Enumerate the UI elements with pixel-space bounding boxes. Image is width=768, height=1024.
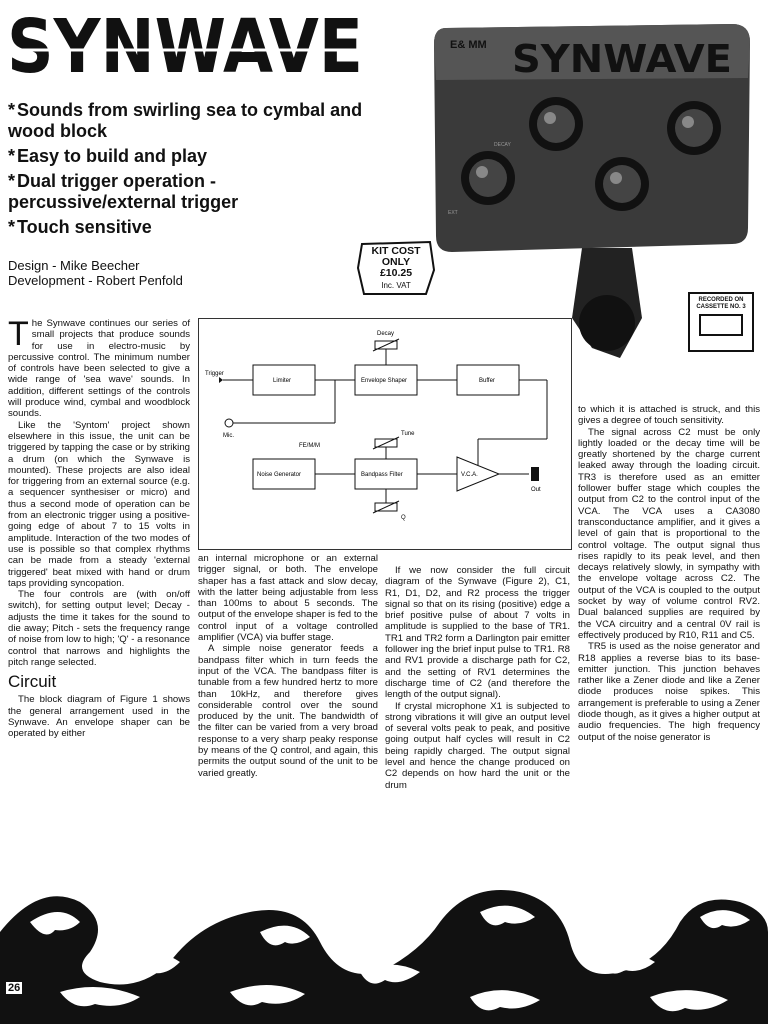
article-column-2 [198,553,378,779]
envelope-shaper-label: Envelope Shaper [361,378,408,384]
q-label: Q [401,515,406,521]
development-credit: Development - Robert Penfold [8,273,183,288]
dropcap: T [8,315,29,353]
knob-icon [529,97,583,151]
paragraph: Like the 'Syntom' project shown elsewhere in this issue, the unit can be triggered by tapping the case or by striking a drum (on which the Synwave is mounted). These projects are also ideal for triggering from an external source (e.g. a sequencer synthesiser or micro) and thus a second mode of operation can be from an electronic trigger using a positive-going edge of about 7 to 15 volts in amplitude. Interaction of the two modes of use is possible so that complex rhythms can be made from a steady 'external triggered' beat mixed with hand or drum taps providing syncopation. [8,419,190,589]
trigger-arrow-icon [219,377,223,383]
buffer-label: Buffer [479,378,495,384]
page-number: 26 [8,982,21,994]
logo-text: SYNWAVE [7,4,363,90]
kit-line-2: ONLY [381,256,411,268]
paragraph: If crystal microphone X1 is subjected to strong vibrations it will give an output level of several volts peak to peak, and positive going output half cycles will result in C2 being rapidly charged. The output signal level and hence the change produced on C2 depends on how hard the unit or the drum [385,700,570,791]
output-jack-icon [531,467,539,481]
paragraph: The signal across C2 must be only lightly loaded or the decay time will be greatly shortened by the charge current leaked away through the loading circuit. TR3 is therefore used as an emitter follower buffer stage which couples the output from C2 to the control input of the VCA. The VCA uses a CA3080 transconductance amplifier, and it gives a level of gain that is proportional to the control voltage. The output signal thus rises rapidly to its peak level, and then decays relatively slowly, in sympathy with the envelope voltage across C2. The output of the VCA is coupled to the output socket by way of volume control RV2. Dual balanced supplies are required by the VCA circuitry and a central 0V rail is effectively produced by R10, R11 and C5. [578,426,760,641]
paragraph: an internal microphone or an external trigger signal, or both. The envelope shaper has a fast attack and slow decay, with the latter being adjustable from less than 100ms to about 5 seconds. The output of the envelope shaper is fed to the control input of a voltage controlled amplifier (VCA) via buffer stage. [198,553,378,644]
knob-icon [461,151,515,205]
intro-paragraph: The Synwave continues our series of small projects that produce sounds for use in electro-music by percussive control. The minimum number of controls have been selected to give a wide range of 'sea wave' sounds. In addition, different settings of the controls will produce wind, cymbal and woodblock sounds. [8,315,190,420]
trigger-label: Trigger [205,371,224,377]
mic-label: Mic. [223,433,234,439]
paragraph: A simple noise generator feeds a bandpass filter which in turn feeds the input of the VCA. The bandpass filter is tunable from a few hundred hertz to more than 10kHz, and therefore gives considerable control over the sound produced by the unit. The bandwidth of the filter can be varied from a very broad response to a very sharp peaky response by means of the Q control, and again, this permits the output sound of the unit to be varied greatly. [198,643,378,779]
kit-vat: Inc. VAT [381,281,411,290]
article-column-3 [385,565,570,791]
kit-price: £10.25 [379,267,413,279]
noise-generator-label: Noise Generator [257,472,302,478]
wave-artwork [0,862,768,1024]
cassette-stamp [688,292,754,352]
knob-icon [595,157,649,211]
circuit-heading: Circuit [8,672,57,692]
knob-label: EXT [448,210,458,216]
out-label: Out [531,487,541,493]
cassette-line-2: CASSETTE NO. 3 [696,304,746,310]
article-column-4 [578,404,760,743]
tune-label: Tune [401,431,415,437]
cassette-icon [699,314,743,336]
vca-label: V.C.A. [461,472,478,478]
design-credit: Design - Mike Beecher [8,258,140,273]
block-diagram [198,318,572,550]
decay-label: Decay [377,331,395,337]
article-column-1 [8,315,190,740]
paragraph: The four controls are (with on/off switch), for setting output level; Decay - adjusts the time it takes for the sound to die away; Pitch - sets the frequency range of noise from low to high; 'Q' - a resonance control that narrows and highlights the pitch range selected. [8,589,190,668]
brand-small: E& MM [450,39,487,51]
paragraph: to which it is attached is struck, and this gives a degree of touch sensitivity. [578,404,760,427]
paragraph: If we now consider the full circuit diagram of the Synwave (Figure 2), C1, R1, D1, D2, and R2 process the trigger signal so that on its rising (positive) edge a brief positive pulse of about 7 volts in amplitude is supplied to the base of TR1. TR1 and TR2 form a Darlington pair emitter follower ing the brief input pulse to TR1. R8 and RV1 provide a discharge path for C2, and the setting of RV1 determines the discharge time of C2 (and therefore the length of the output signal). [385,565,570,701]
paragraph: The block diagram of Figure 1 shows the general arrangement used in the Synwave. An envelope shaper can be operated by either [8,694,190,740]
bandpass-filter-label: Bandpass Filter [361,472,403,478]
feature-bullets [8,100,368,242]
knob-icon [667,101,721,155]
cassette-line-1: RECORDED ON [698,297,744,303]
bullet-item: * Touch sensitive [8,217,152,237]
kit-line-1: KIT COST [371,245,421,257]
limiter-label: Limiter [273,378,292,384]
credits [8,258,183,288]
bullet-item: * Dual trigger operation - percussive/external trigger [8,171,239,212]
bullet-item: * Sounds from swirling sea to cymbal and wood block [8,100,363,141]
paragraph: TR5 is used as the noise generator and R18 applies a reverse bias to its base-emitter junction. This junction behaves rather like a Zener diode and like a Zener diode produces noise spikes. This arrangement is preferable to using a Zener diode though, as it gives a higher output at audio frequencies. The high frequency output of the noise generator is [578,641,760,743]
brand-name: SYNWAVE [512,37,732,81]
bullet-item: * Easy to build and play [8,146,208,166]
figure-label: FE/M/M [299,443,320,449]
kit-cost-badge [356,240,436,296]
knob-label: DECAY [494,142,511,148]
synwave-logo [4,4,366,90]
